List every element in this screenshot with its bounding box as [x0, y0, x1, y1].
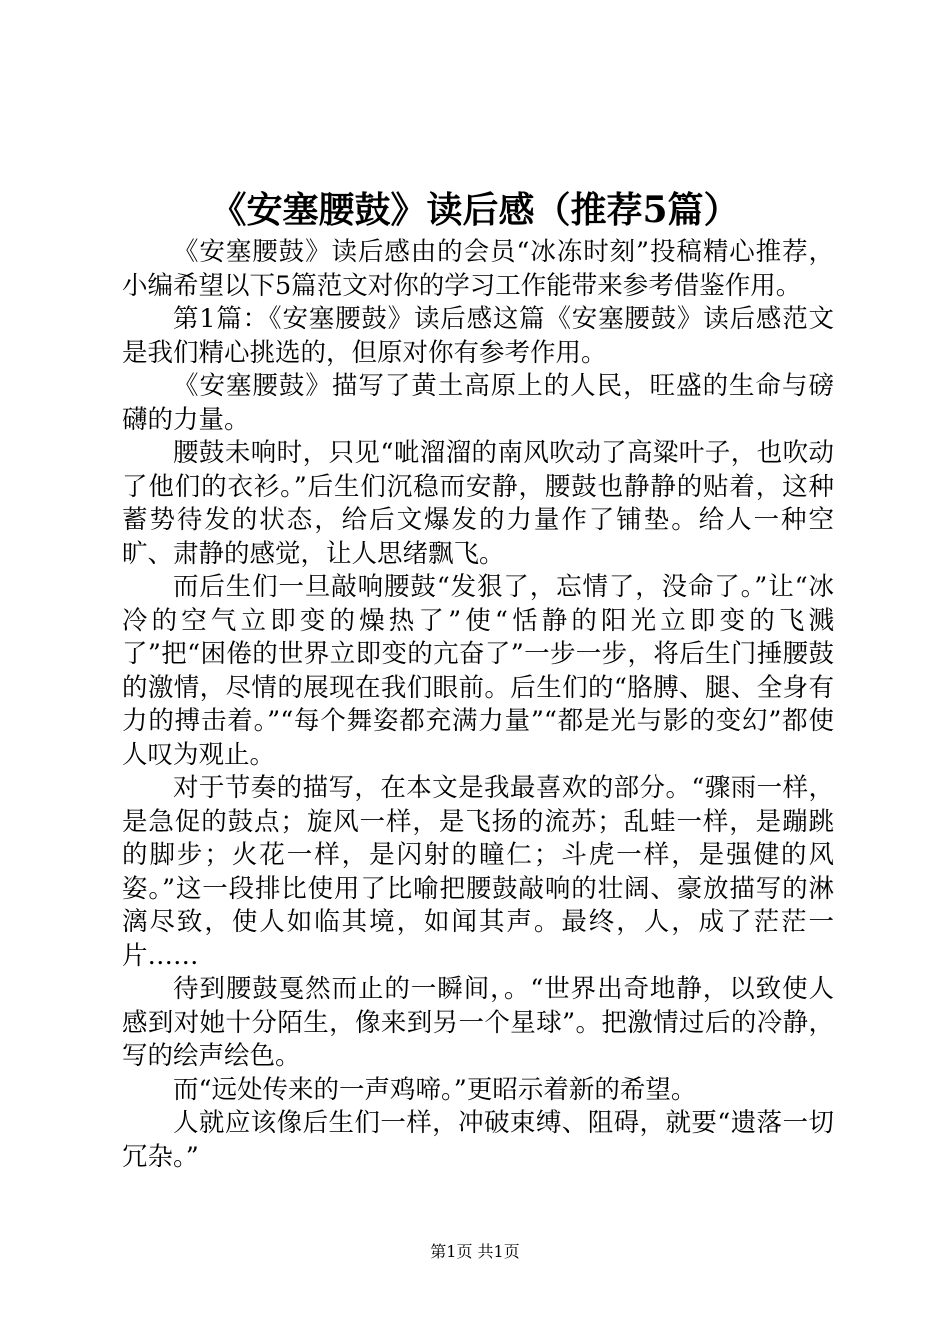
paragraph-article-heading: 第1篇：《安塞腰鼓》读后感这篇《安塞腰鼓》读后感范文是我们精心挑选的，但原对你有参考作用。: [122, 304, 834, 368]
paragraph: 而“远处传来的一声鸡啼。”更昭示着新的希望。: [173, 1074, 697, 1105]
document-title: 《安塞腰鼓》读后感（推荐5篇）: [210, 189, 740, 231]
page-footer: 第1页 共1页: [430, 1242, 520, 1261]
paragraph: 待到腰鼓戛然而止的一瞬间，。“世界出奇地静，以致使人感到对她十分陌生，像来到另一个星球”。把激情过后的冷静，写的绘声绘色。: [122, 974, 834, 1071]
paragraph: 《安塞腰鼓》描写了黄土高原上的人民，旺盛的生命与磅礴的力量。: [122, 371, 834, 435]
paragraph-intro: 《安塞腰鼓》读后感由的会员“冰冻时刻”投稿精心推荐，小编希望以下5篇范文对你的学习工作能带来参考借鉴作用。: [122, 237, 834, 301]
paragraph: 腰鼓未响时，只见“呲溜溜的南风吹动了高粱叶子，也吹动了他们的衣衫。”后生们沉稳而安静，腰鼓也静静的贴着，这种蓄势待发的状态，给后文爆发的力量作了铺垫。给人一种空旷、肃静的感觉，让人思绪飘飞。: [122, 438, 834, 569]
paragraph: 人就应该像后生们一样，冲破束缚、阻碍，就要“遗落一切冗杂。”: [122, 1108, 834, 1172]
paragraph: 对于节奏的描写，在本文是我最喜欢的部分。“骤雨一样，是急促的鼓点；旋风一样，是飞扬的流苏；乱蛙一样，是蹦跳的脚步；火花一样，是闪射的瞳仁；斗虎一样，是强健的风姿。”这一段排比使用了比喻把腰鼓敲响的壮阔、豪放描写的淋漓尽致，使人如临其境，如闻其声。最终，人，成了茫茫一片……: [122, 773, 834, 971]
document-body: [122, 236, 834, 1174]
paragraph: 而后生们一旦敲响腰鼓“发狠了，忘情了，没命了。”让“冰冷的空气立即变的燥热了”使“恬静的阳光立即变的飞溅了”把“困倦的世界立即变的亢奋了”一步一步，将后生门捶腰鼓的激情，尽情的展现在我们眼前。后生们的“胳膊、腿、全身有力的搏击着。”“每个舞姿都充满力量”“都是光与影的变幻”都使人叹为观止。: [122, 572, 834, 770]
